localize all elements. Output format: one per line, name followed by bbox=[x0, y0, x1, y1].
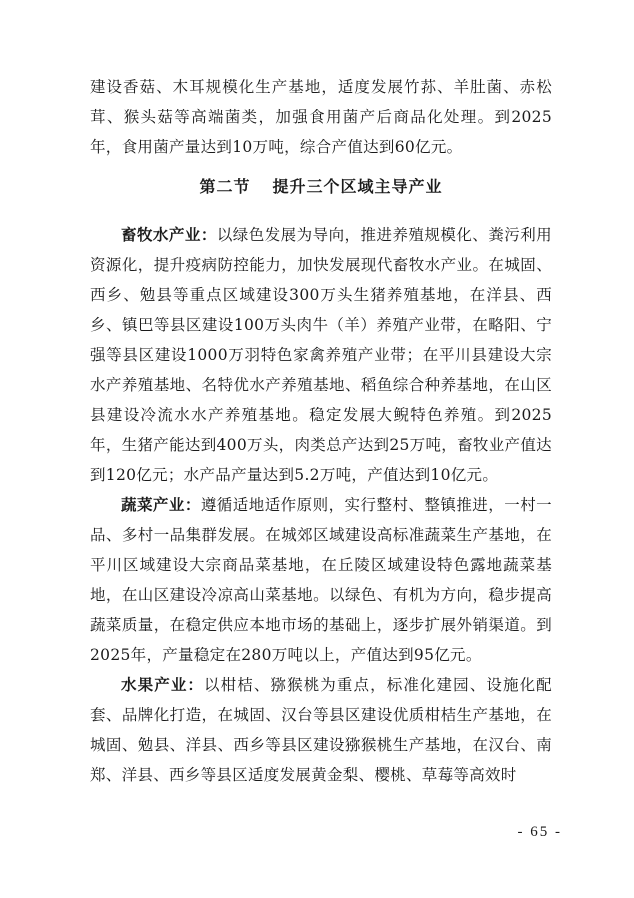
section-number: 第二节 bbox=[199, 177, 251, 196]
livestock-lead: 畜牧水产业： bbox=[121, 225, 217, 244]
intro-paragraph: 建设香菇、木耳规模化生产基地，适度发展竹荪、羊肚菌、赤松茸、猴头菇等高端菌类，加强食用菌产后商品化处理。到2025年，食用菌产量达到10万吨，综合产值达到60亿元。 bbox=[90, 78, 552, 156]
vegetables-body: 遵循适地适作原则，实行整村、整镇推进，一村一品、多村一品集群发展。在城郊区域建设高标准蔬菜生产基地，在平川区域建设大宗商品菜基地，在丘陵区域建设特色露地蔬菜基地，在山区建设冷凉高山菜基地。以绿色、有机为方向，稳步提高蔬菜质量，在稳定供应本地市场的基础上，逐步扩展外销渠道。到2025年，产量稳定在280万吨以上，产值达到95亿元。 bbox=[90, 496, 552, 664]
livestock-body: 以绿色发展为导向，推进养殖规模化、粪污利用资源化，提升疫病防控能力，加快发展现代畜牧水产业。在城固、西乡、勉县等重点区域建设300万头生猪养殖基地，在洋县、西乡、镇巴等县区建设100万头肉牛（羊）养殖产业带，在略阳、宁强等县区建设1000万羽特色家禽养殖产业带；在平川县建设大宗水产养殖基地、名特优水产养殖基地、稻鱼综合种养基地，在山区县建设冷流水水产养殖基地。稳定发展大鲵特色养殖。到2025年，生猪产能达到400万头，肉类总产达到25万吨，畜牧业产值达到120亿元；水产品产量达到5.2万吨，产值达到10亿元。 bbox=[90, 226, 552, 484]
fruit-body: 以柑桔、猕猴桃为重点，标准化建园、设施化配套、品牌化打造，在城固、汉台等县区建设优质柑桔生产基地，在城固、勉县、洋县、西乡等县区建设猕猴桃生产基地，在汉台、南郑、洋县、西乡等县区适度发展黄金梨、樱桃、草莓等高效时 bbox=[90, 676, 552, 784]
document-page bbox=[90, 72, 552, 790]
page-number: - 65 - bbox=[517, 824, 562, 840]
section-heading bbox=[90, 172, 552, 202]
section-title-text: 提升三个区域主导产业 bbox=[272, 177, 443, 196]
fruit-lead: 水果产业： bbox=[121, 675, 205, 694]
fruit-paragraph bbox=[90, 670, 552, 790]
vegetables-paragraph bbox=[90, 490, 552, 670]
vegetables-lead: 蔬菜产业： bbox=[121, 495, 201, 514]
livestock-paragraph bbox=[90, 220, 552, 490]
